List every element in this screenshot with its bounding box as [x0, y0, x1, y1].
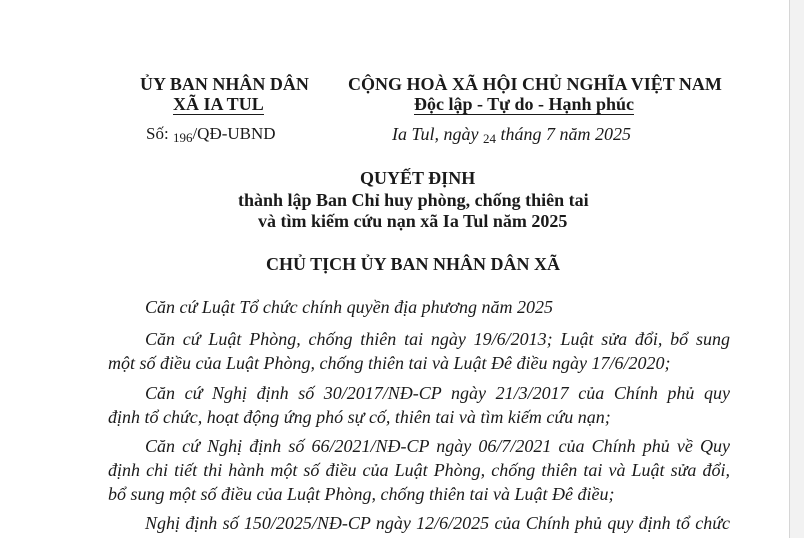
- paragraph-line: định tổ chức, hoạt động ứng phó sự cố, thiên tai và tìm kiếm cứu nạn;: [108, 407, 611, 427]
- decision-subtitle-line2: và tìm kiếm cứu nạn xã Ia Tul năm 2025: [258, 211, 568, 231]
- org-name-line2-text: XÃ IA TUL: [173, 94, 264, 114]
- doc-date-prefix: Ia Tul, ngày: [392, 124, 479, 144]
- paragraph-line: một số điều của Luật Phòng, chống thiên tai và Luật Đê điều ngày 17/6/2020;: [108, 353, 671, 373]
- decision-subtitle-line1: thành lập Ban Chỉ huy phòng, chống thiên tai: [238, 190, 589, 210]
- national-motto-text: Độc lập - Tự do - Hạnh phúc: [414, 94, 635, 114]
- legal-basis-paragraph: [108, 434, 730, 506]
- legal-basis-paragraph: [108, 381, 730, 429]
- doc-number-value: 196: [172, 130, 193, 145]
- legal-basis-paragraph: [108, 327, 730, 375]
- paragraph-line: Căn cứ Luật Tổ chức chính quyền địa phương năm 2025: [145, 297, 554, 317]
- doc-number-prefix: Số:: [146, 124, 169, 143]
- paragraph-line: Căn cứ Nghị định số 66/2021/NĐ-CP ngày 06/7/2021 của Chính phủ về Quy: [145, 436, 730, 456]
- nation-name: CỘNG HOÀ XÃ HỘI CHỦ NGHĨA VIỆT NAM: [348, 74, 722, 94]
- paragraph-line: Nghị định số 150/2025/NĐ-CP ngày 12/6/2025 của Chính phủ quy định tổ chức: [145, 513, 730, 533]
- doc-date: [392, 124, 631, 147]
- paragraph-line: bổ sung một số điều của Luật Phòng, chống thiên tai và Luật Đê điều;: [108, 484, 615, 504]
- org-name-line1: ỦY BAN NHÂN DÂN: [140, 74, 309, 94]
- doc-number: [146, 124, 276, 146]
- paragraph-line: Căn cứ Luật Phòng, chống thiên tai ngày 19/6/2013; Luật sửa đổi, bổ sung: [145, 329, 730, 349]
- org-name-line2: [173, 94, 264, 115]
- paragraph-line: Căn cứ Nghị định số 30/2017/NĐ-CP ngày 21/3/2017 của Chính phủ quy: [145, 383, 730, 403]
- doc-number-suffix: /QĐ-UBND: [192, 124, 276, 143]
- paragraph-line: định chi tiết thi hành một số điều của Luật Phòng, chống thiên tai và Luật sửa đổi,: [108, 460, 730, 480]
- issuing-authority: CHỦ TỊCH ỦY BAN NHÂN DÂN XÃ: [266, 254, 561, 274]
- legal-basis-paragraph: [108, 511, 730, 535]
- national-motto: [414, 94, 634, 115]
- doc-date-day: 24: [483, 131, 497, 146]
- doc-date-suffix: tháng 7 năm 2025: [500, 124, 632, 144]
- decision-title: QUYẾT ĐỊNH: [360, 168, 476, 188]
- scrollbar-track[interactable]: [789, 0, 804, 538]
- legal-basis-paragraph: [108, 295, 730, 319]
